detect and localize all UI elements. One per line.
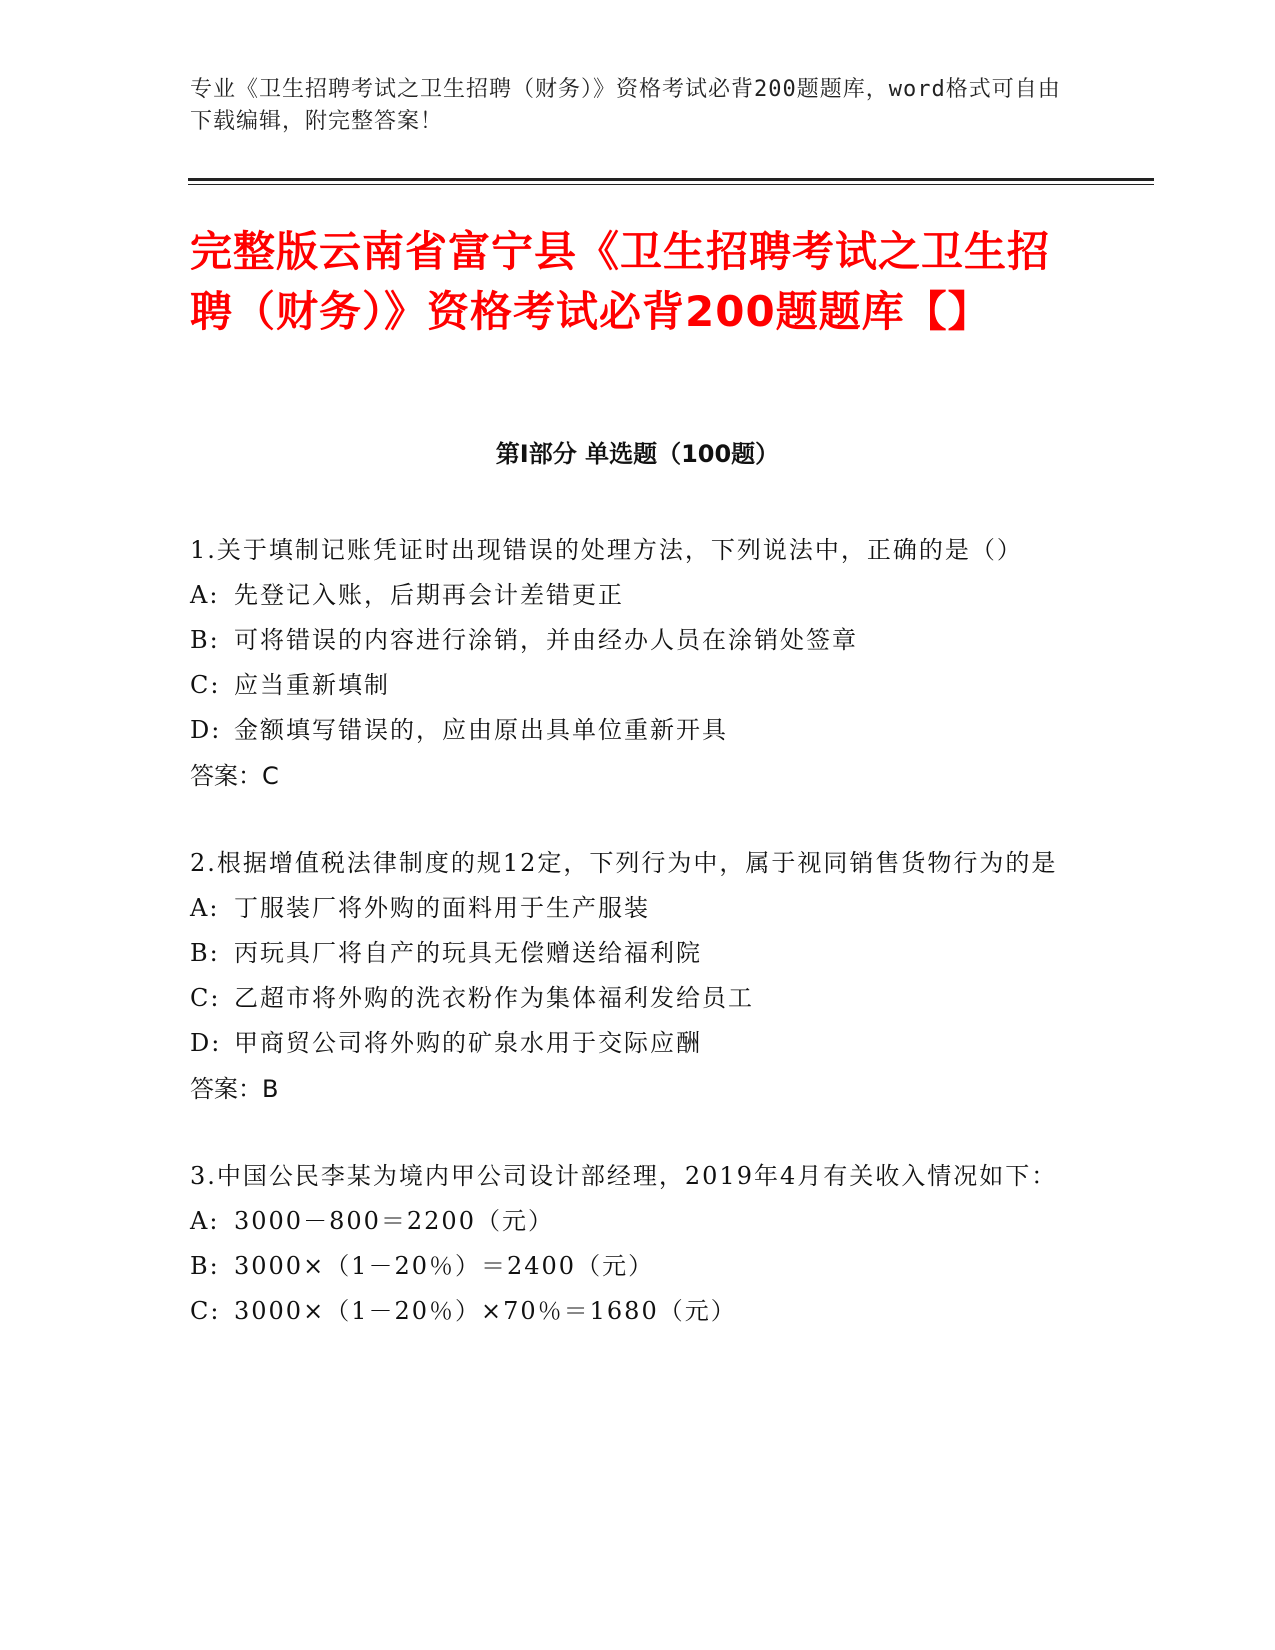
question-3 [190, 1154, 1070, 1334]
option-a [190, 573, 1070, 618]
option-text: 乙超市将外购的洗衣粉作为集体福利发给员工 [234, 984, 754, 1012]
option-text: 金额填写错误的，应由原出具单位重新开具 [234, 716, 728, 744]
header-note: 专业《卫生招聘考试之卫生招聘（财务）》资格考试必背200题题库，word格式可自由下载编辑，附完整答案！ [190, 77, 1061, 134]
question-stem: 3.中国公民李某为境内甲公司设计部经理，2019年4月有关收入情况如下： [190, 1162, 1058, 1190]
option-text: 先登记入账，后期再会计差错更正 [234, 581, 624, 609]
option-key: A: [190, 894, 220, 922]
option-text: 可将错误的内容进行涂销，并由经办人员在涂销处签章 [234, 626, 858, 654]
option-key: D: [190, 716, 222, 744]
option-text: 丙玩具厂将自产的玩具无偿赠送给福利院 [234, 939, 702, 967]
question-list [190, 528, 1070, 1376]
option-key: B: [190, 626, 220, 654]
option-c [190, 976, 1070, 1021]
option-b [190, 618, 1070, 663]
option-text: 应当重新填制 [234, 671, 390, 699]
section-title: 第Ⅰ部分 单选题（100题） [495, 440, 780, 468]
option-text: 3000×（1－20％）＝2400（元） [234, 1252, 655, 1280]
option-key: C: [190, 1297, 221, 1325]
header-divider-thin [188, 184, 1154, 185]
option-key: C: [190, 671, 221, 699]
question-stem: 1.关于填制记账凭证时出现错误的处理方法，下列说法中，正确的是（） [190, 536, 1023, 564]
option-c [190, 663, 1070, 708]
option-a [190, 1199, 1070, 1244]
question-1 [190, 528, 1070, 799]
option-b [190, 931, 1070, 976]
option-text: 甲商贸公司将外购的矿泉水用于交际应酬 [234, 1029, 702, 1057]
option-d [190, 708, 1070, 753]
header-divider-thick [188, 178, 1154, 181]
option-c [190, 1289, 1070, 1334]
option-key: D: [190, 1029, 222, 1057]
option-a [190, 886, 1070, 931]
answer: 答案：C [190, 762, 279, 790]
question-2 [190, 841, 1070, 1112]
option-key: B: [190, 939, 220, 967]
option-key: C: [190, 984, 221, 1012]
document-title: 完整版云南省富宁县《卫生招聘考试之卫生招聘（财务）》资格考试必背200题题库【】 [190, 227, 1051, 336]
option-key: B: [190, 1252, 220, 1280]
option-text: 3000×（1－20％）×70％＝1680（元） [234, 1297, 737, 1325]
option-d [190, 1021, 1070, 1066]
option-b [190, 1244, 1070, 1289]
option-key: A: [190, 581, 220, 609]
answer: 答案：B [190, 1075, 279, 1103]
option-text: 3000－800＝2200（元） [234, 1207, 554, 1235]
question-stem: 2.根据增值税法律制度的规12定，下列行为中，属于视同销售货物行为的是 [190, 849, 1058, 877]
option-key: A: [190, 1207, 220, 1235]
option-text: 丁服装厂将外购的面料用于生产服装 [234, 894, 650, 922]
